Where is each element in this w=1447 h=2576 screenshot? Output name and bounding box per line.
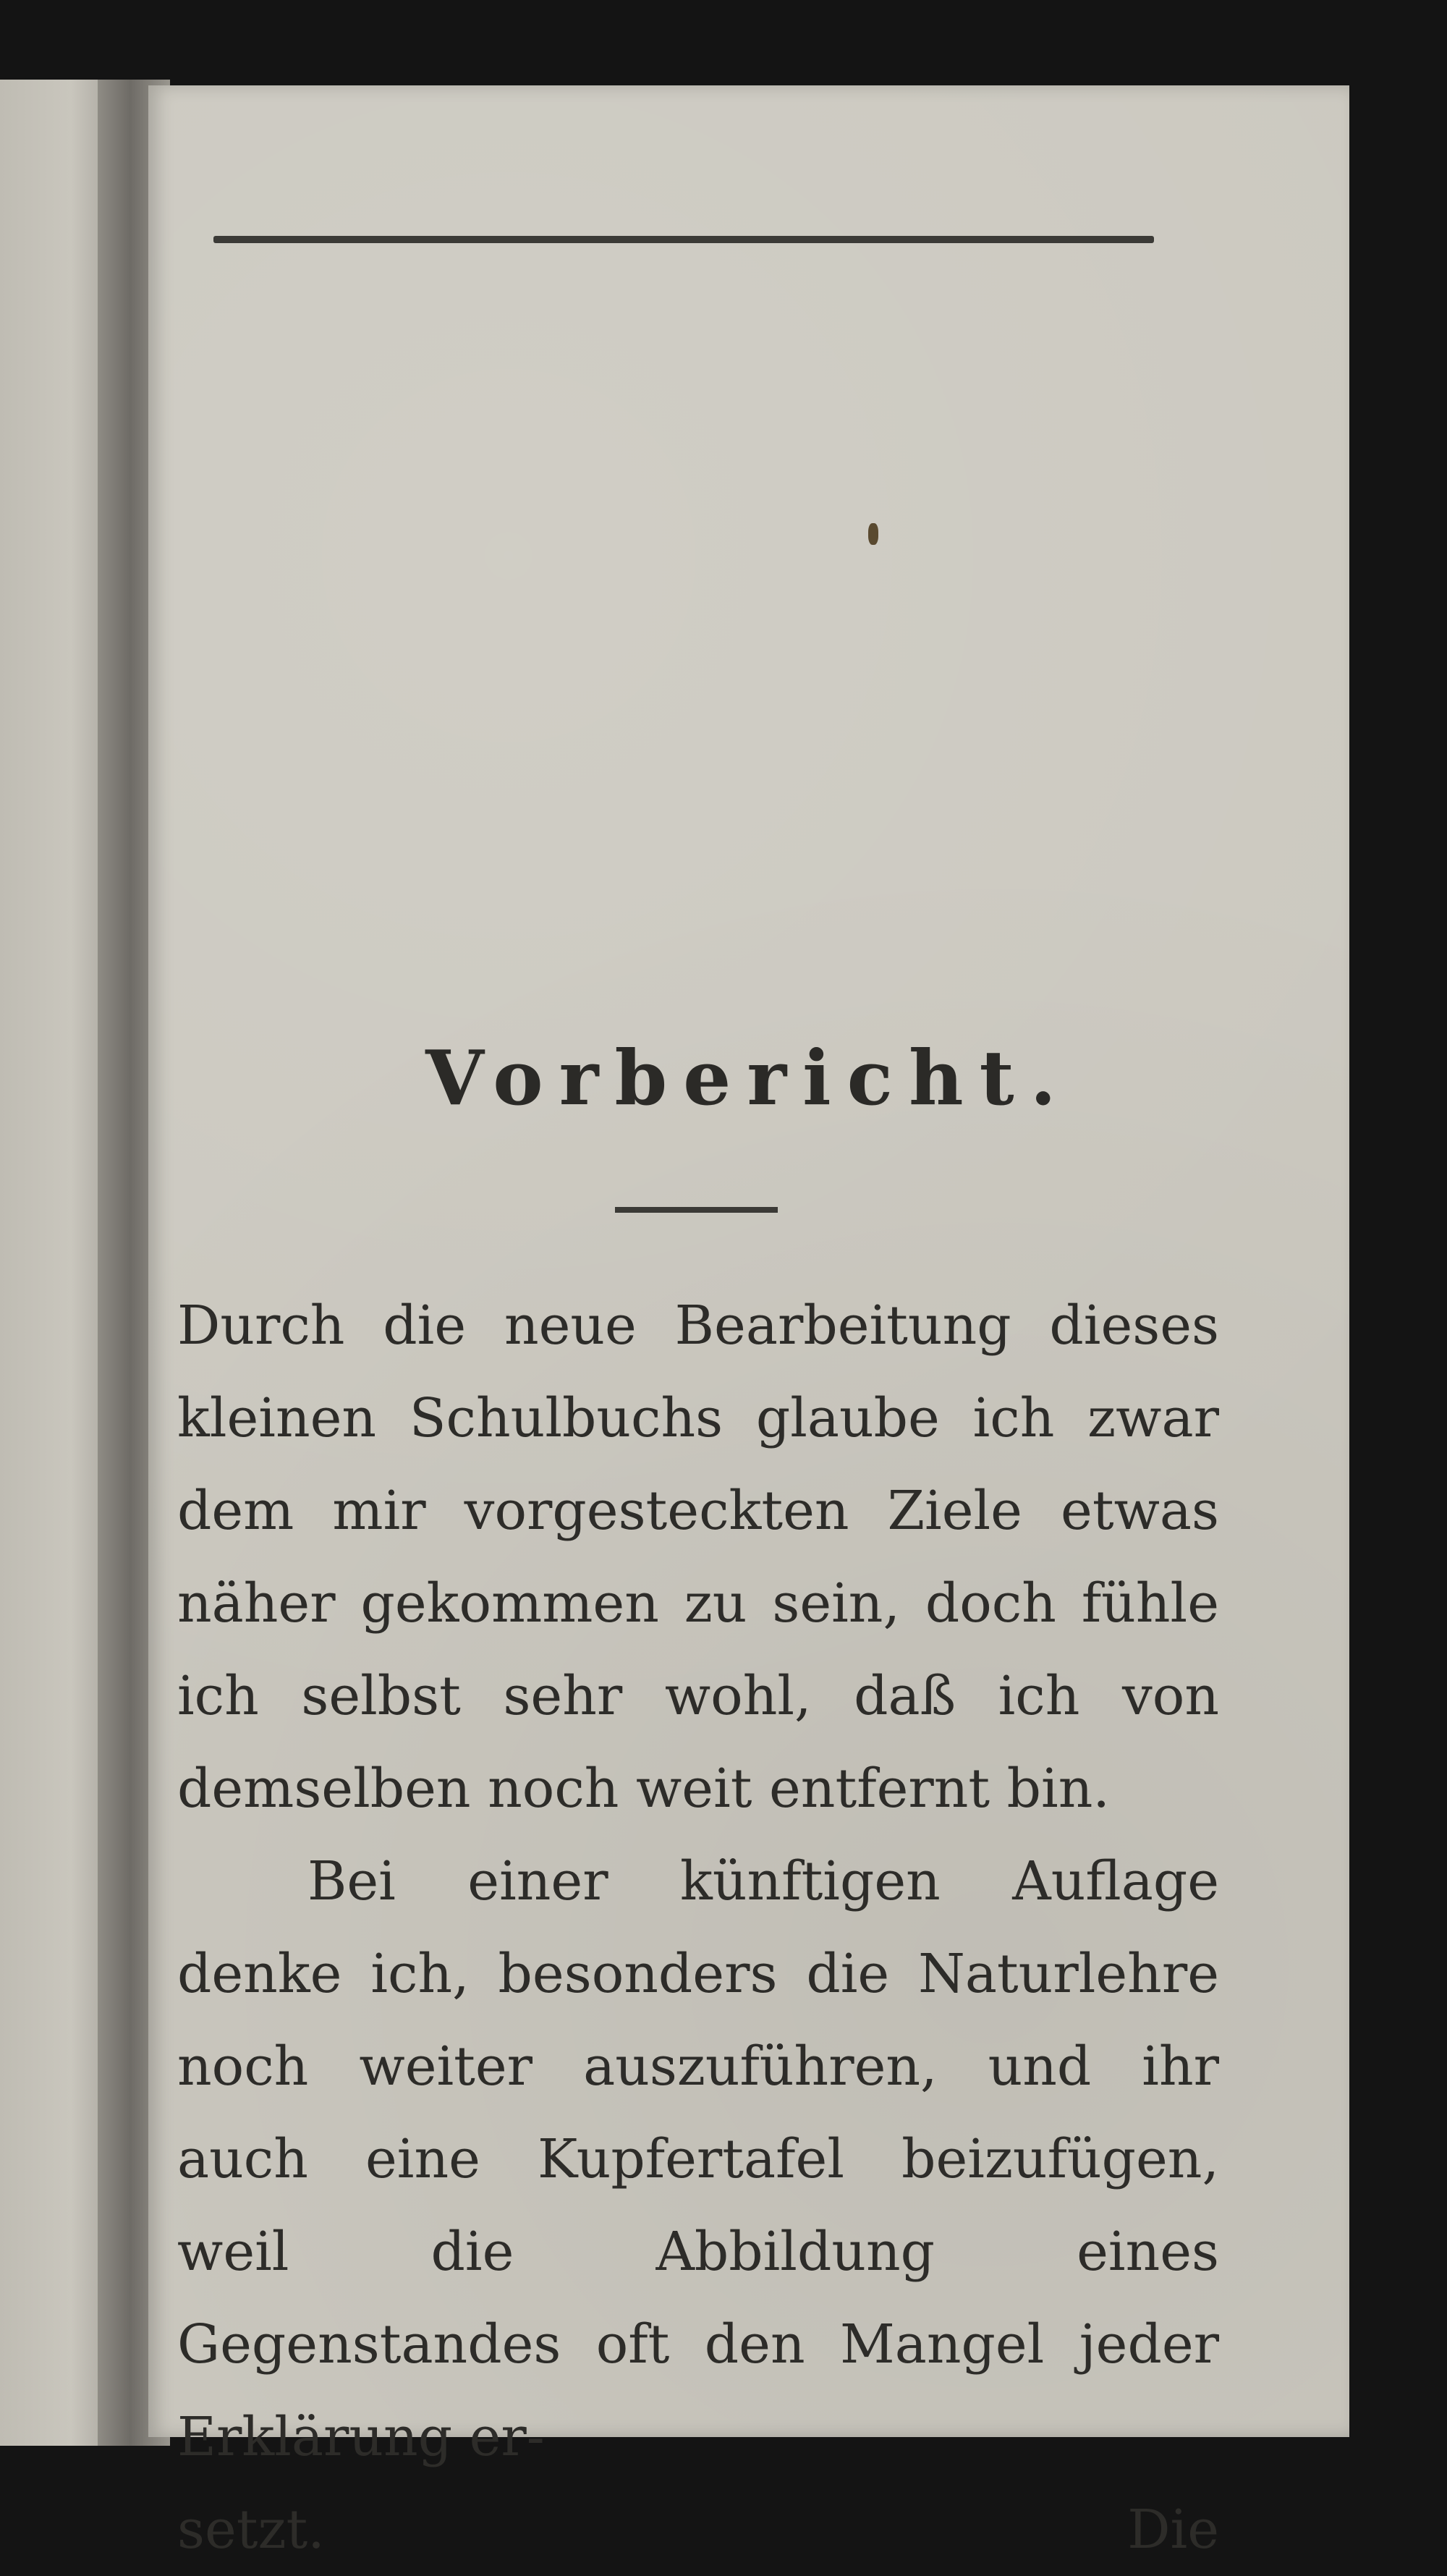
section-heading: Vorbericht. xyxy=(425,1033,1072,1122)
paper-speck xyxy=(868,523,878,545)
final-line xyxy=(177,2483,1219,2576)
paragraph-2: Bei einer künftigen Auflage denke ich, besonders die Naturlehre noch weiter auszuführen, und ihr auch eine Kupfertafel beizufügen, weil die Abbildung eines Gegenstandes oft den Mangel jeder Erklärung er- xyxy=(177,1850,1219,2468)
body-text xyxy=(177,1279,1219,2576)
catchword: Die xyxy=(1127,2499,1219,2561)
facing-page-edge xyxy=(0,80,101,2446)
heading-rule xyxy=(615,1207,778,1213)
book-page xyxy=(148,85,1349,2561)
paragraph-1: Durch die neue Bearbeitung dieses kleinen Schulbuchs glaube ich zwar dem mir vorgesteckten Ziele etwas näher gekommen zu sein, doch fühle ich selbst sehr wohl, daß ich von demselben noch weit entfernt bin. xyxy=(177,1295,1219,1820)
last-line-text: setzt. xyxy=(177,2499,325,2561)
top-rule xyxy=(213,236,1154,243)
